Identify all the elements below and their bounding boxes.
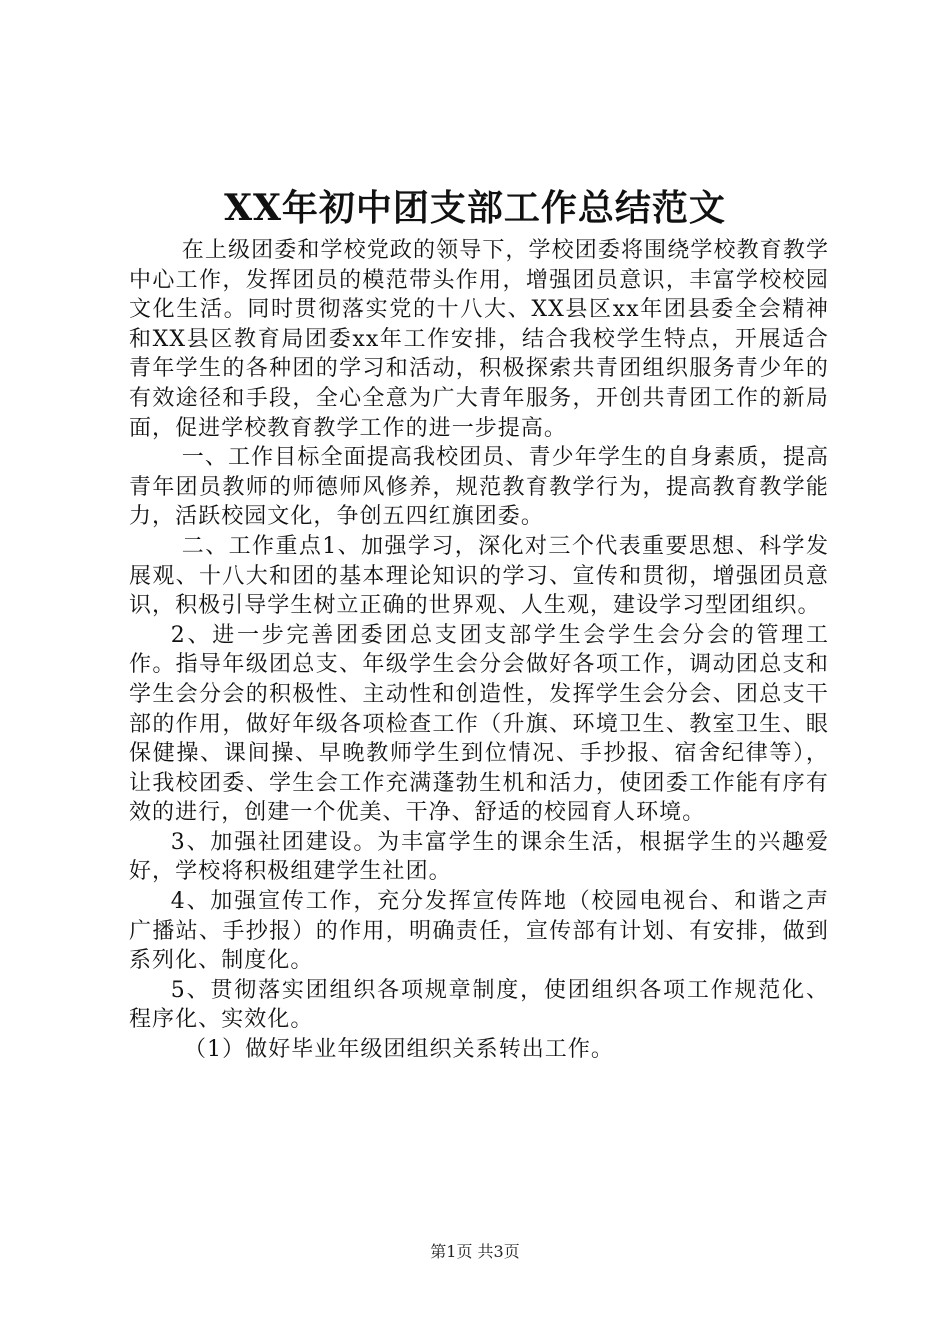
paragraph-clubs: 3、加强社团建设。为丰富学生的课余生活，根据学生的兴趣爱好，学校将积极组建学生社团。 (129, 829, 829, 885)
paragraph-management: 2、进一步完善团委团总支团支部学生会学生会分会的管理工作。指导年级团总支、年级学生会分会做好各项工作，调动团总支和学生会分会的积极性、主动性和创造性，发挥学生会分会、团总支干部的作用，做好年级各项检查工作（升旗、环境卫生、教室卫生、眼保健操、课间操、早晚教师学生到位情况、手抄报、宿舍纪律等），让我校团委、学生会工作充满蓬勃生机和活力，使团委工作能有序有效的进行，创建一个优美、干净、舒适的校园育人环境。 (129, 622, 829, 826)
document-title: XX年初中团支部工作总结范文 (224, 187, 726, 229)
paragraph-goal: 一、工作目标全面提高我校团员、青少年学生的自身素质，提高青年团员教师的师德师风修养，规范教育教学行为，提高教育教学能力，活跃校园文化，争创五四红旗团委。 (129, 445, 829, 530)
paragraph-graduation: （1）做好毕业年级团组织关系转出工作。 (184, 1037, 614, 1063)
paragraph-rules: 5、贯彻落实团组织各项规章制度，使团组织各项工作规范化、程序化、实效化。 (129, 977, 829, 1033)
paragraph-publicity: 4、加强宣传工作，充分发挥宣传阵地（校园电视台、和谐之声广播站、手抄报）的作用，明确责任，宣传部有计划、有安排，做到系列化、制度化。 (129, 889, 829, 974)
paragraph-intro: 在上级团委和学校党政的领导下，学校团委将围绕学校教育教学中心工作，发挥团员的模范带头作用，增强团员意识，丰富学校校园文化生活。同时贯彻落实党的十八大、XX县区xx年团县委全会精神和XX县区教育局团委xx年工作安排，结合我校学生特点，开展适合青年学生的各种团的学习和活动，积极探索共青团组织服务青少年的有效途径和手段，全心全意为广大青年服务，开创共青团工作的新局面，促进学校教育教学工作的进一步提高。 (129, 238, 829, 441)
page-number-footer: 第1页 共3页 (430, 1242, 520, 1261)
document-body (129, 236, 829, 1065)
paragraph-focus: 二、工作重点1、加强学习，深化对三个代表重要思想、科学发展观、十八大和团的基本理论知识的学习、宣传和贯彻，增强团员意识，积极引导学生树立正确的世界观、人生观，建设学习型团组织。 (129, 533, 829, 619)
